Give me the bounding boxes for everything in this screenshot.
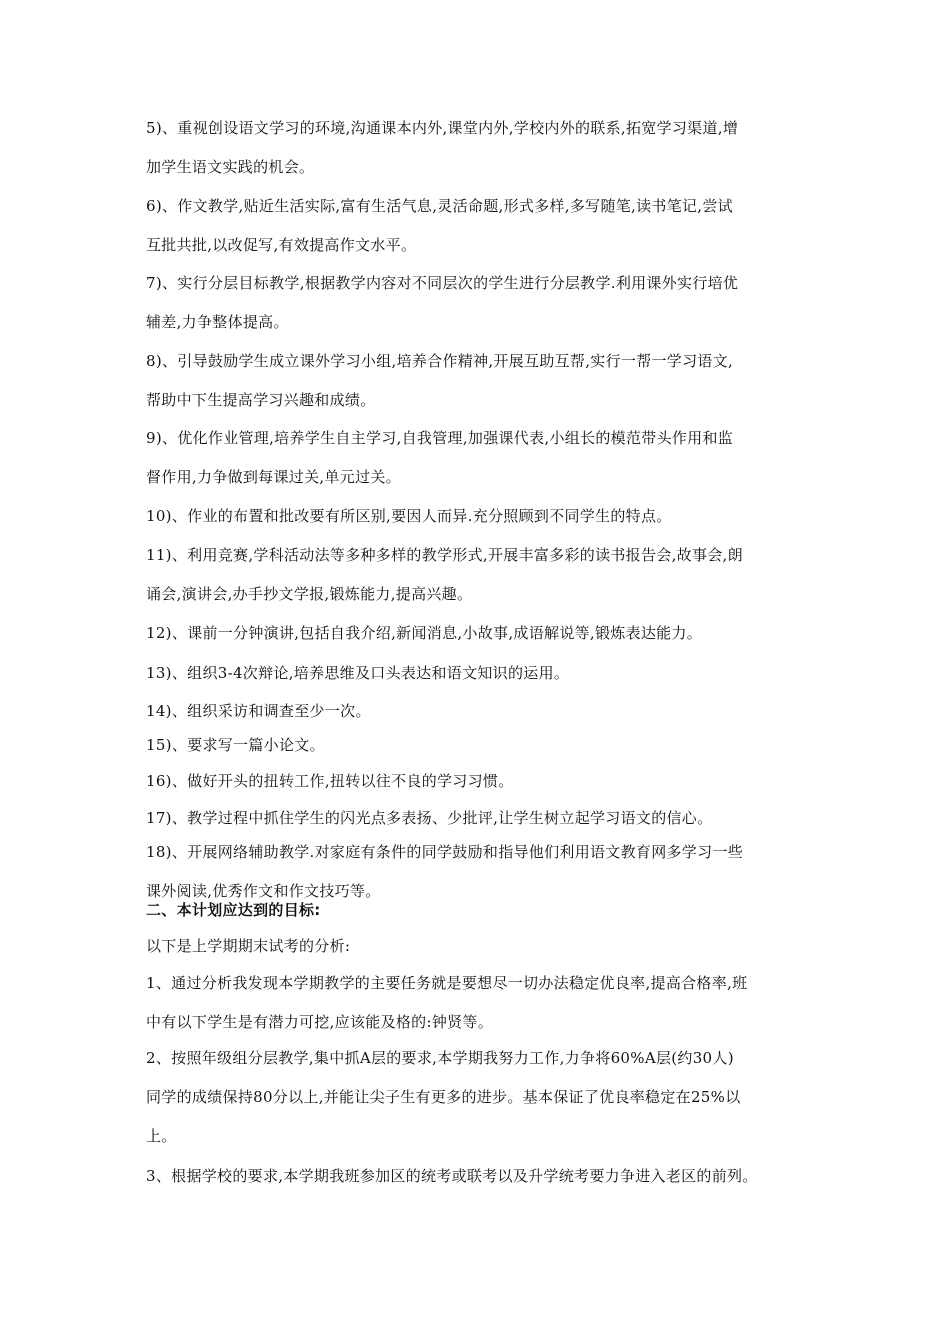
text-line: 以下是上学期期末试考的分析:: [146, 937, 351, 955]
text-line: 6)、作文教学,贴近生活实际,富有生活气息,灵活命题,形式多样,多写随笔,读书笔记,尝试: [146, 197, 733, 215]
text-line: 17)、教学过程中抓住学生的闪光点多表扬、少批评,让学生树立起学习语文的信心。: [146, 809, 713, 827]
text-line: 课外阅读,优秀作文和作文技巧等。: [146, 882, 381, 900]
text-line: 5)、重视创设语文学习的环境,沟通课本内外,课堂内外,学校内外的联系,拓宽学习渠道,增: [146, 119, 739, 137]
text-line: 3、根据学校的要求,本学期我班参加区的统考或联考以及升学统考要力争进入老区的前列。: [146, 1167, 758, 1185]
text-line: 1、通过分析我发现本学期教学的主要任务就是要想尽一切办法稳定优良率,提高合格率,班: [146, 974, 748, 992]
text-line: 7)、实行分层目标教学,根据教学内容对不同层次的学生进行分层教学.利用课外实行培优: [146, 274, 739, 292]
text-line: 加学生语文实践的机会。: [146, 158, 315, 176]
text-line: 12)、课前一分钟演讲,包括自我介绍,新闻消息,小故事,成语解说等,锻炼表达能力。: [146, 624, 703, 642]
text-line: 14)、组织采访和调查至少一次。: [146, 702, 371, 720]
text-line: 二、本计划应达到的目标:: [146, 901, 321, 919]
text-line: 8)、引导鼓励学生成立课外学习小组,培养合作精神,开展互助互帮,实行一帮一学习语文,: [146, 352, 734, 370]
text-line: 上。: [146, 1127, 177, 1145]
text-line: 16)、做好开头的扭转工作,扭转以往不良的学习习惯。: [146, 772, 514, 790]
text-line: 2、按照年级组分层教学,集中抓A层的要求,本学期我努力工作,力争将60%A层(约30人): [146, 1049, 734, 1067]
text-line: 9)、优化作业管理,培养学生自主学习,自我管理,加强课代表,小组长的模范带头作用和监: [146, 429, 734, 447]
text-line: 诵会,演讲会,办手抄文学报,锻炼能力,提高兴趣。: [146, 585, 473, 603]
text-line: 督作用,力争做到每课过关,单元过关。: [146, 468, 401, 486]
text-line: 辅差,力争整体提高。: [146, 313, 289, 331]
text-line: 帮助中下生提高学习兴趣和成绩。: [146, 391, 376, 409]
text-line: 中有以下学生是有潜力可挖,应该能及格的:钟贤等。: [146, 1013, 494, 1031]
text-line: 13)、组织3-4次辩论,培养思维及口头表达和语文知识的运用。: [146, 664, 570, 682]
text-line: 同学的成绩保持80分以上,并能让尖子生有更多的进步。基本保证了优良率稳定在25%以: [146, 1088, 741, 1106]
text-line: 10)、作业的布置和批改要有所区别,要因人而异.充分照顾到不同学生的特点。: [146, 507, 672, 525]
text-line: 15)、要求写一篇小论文。: [146, 736, 325, 754]
text-line: 18)、开展网络辅助教学.对家庭有条件的同学鼓励和指导他们利用语文教育网多学习一些: [146, 843, 744, 861]
text-line: 互批共批,以改促写,有效提高作文水平。: [146, 236, 417, 254]
text-line: 11)、利用竞赛,学科活动法等多种多样的教学形式,开展丰富多彩的读书报告会,故事会,朗: [146, 546, 743, 564]
